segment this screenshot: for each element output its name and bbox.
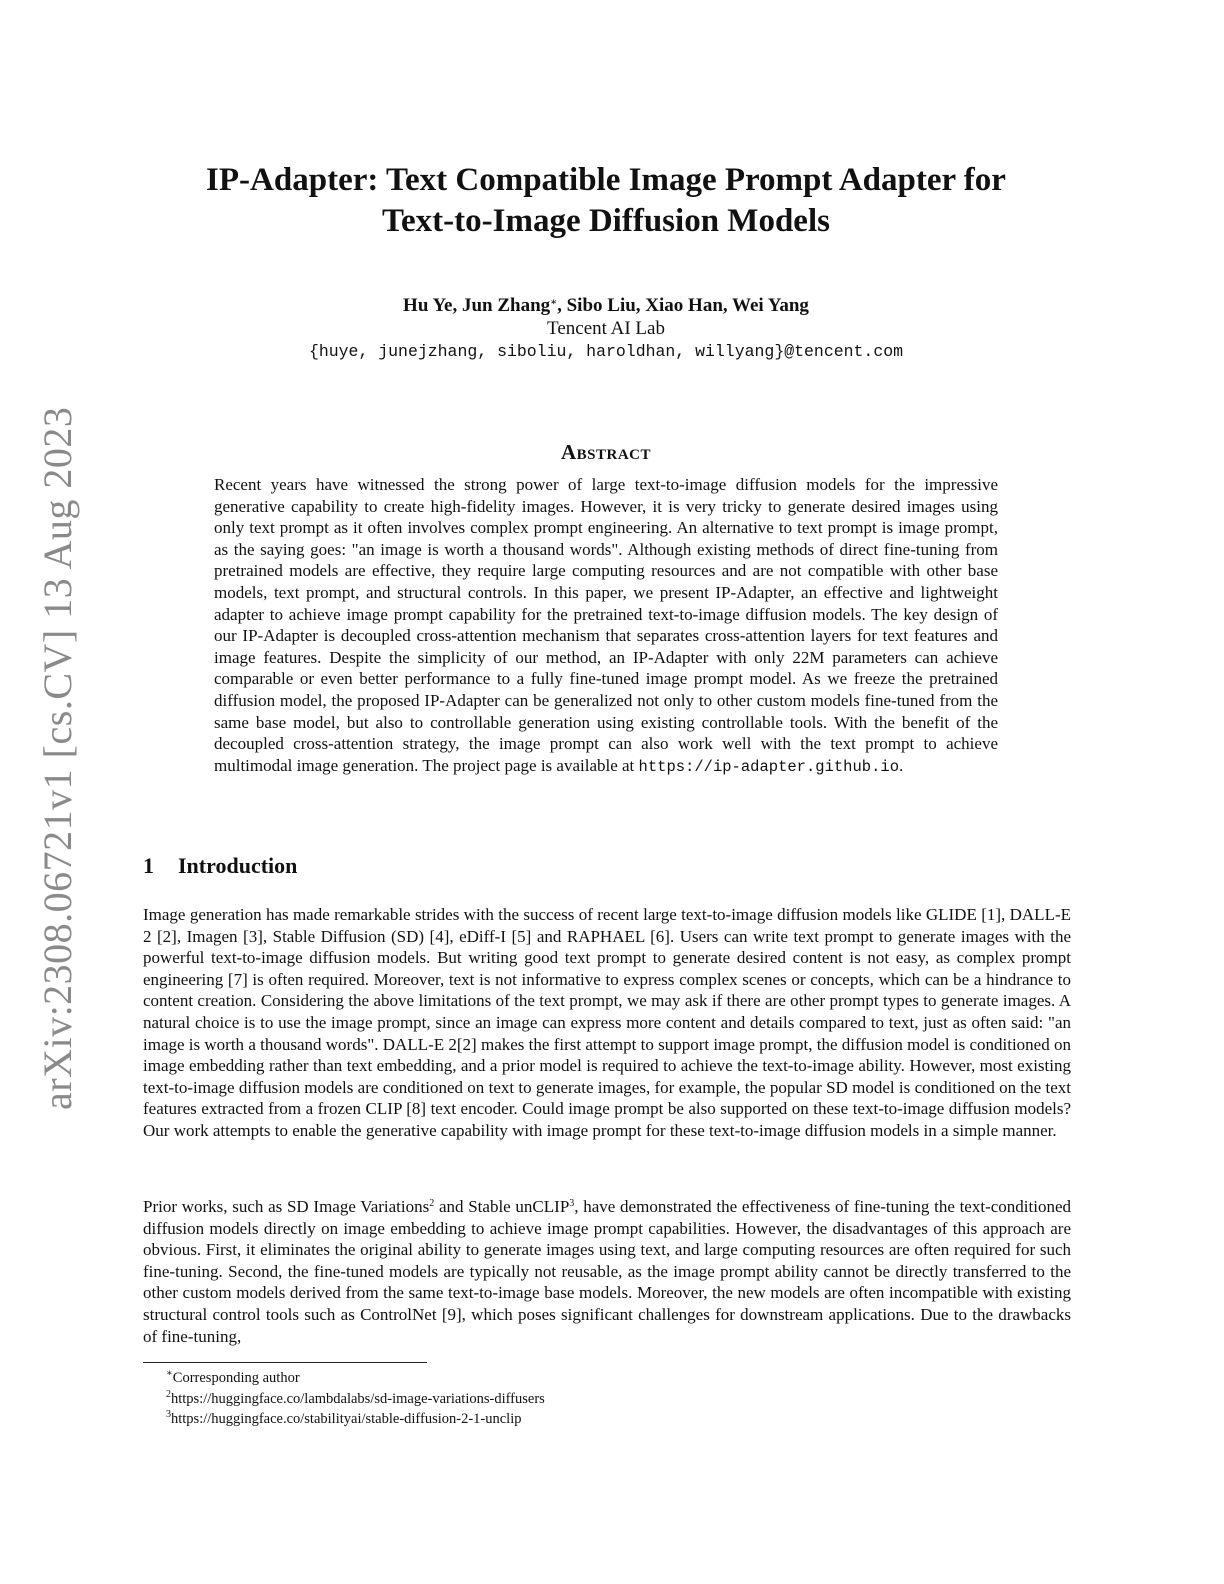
- footnote-link[interactable]: https://huggingface.co/stabilityai/stable-diffusion-2-1-unclip: [171, 1411, 522, 1427]
- paper-title-line-1: IP-Adapter: Text Compatible Image Prompt Adapter for: [206, 162, 1006, 198]
- section-number: 1: [143, 853, 154, 878]
- footnote-corresponding: [166, 1368, 545, 1389]
- project-url-link[interactable]: https://ip-adapter.github.io: [638, 757, 899, 776]
- footnotes: [166, 1368, 545, 1430]
- intro-paragraph-2: [143, 1196, 1071, 1347]
- corresponding-author-mark: ∗: [550, 297, 558, 308]
- author-names-part-2: , Sibo Liu, Xiao Han, Wei Yang: [557, 295, 809, 316]
- footnote-3: [166, 1409, 545, 1430]
- author-names-part-1: Hu Ye, Jun Zhang: [403, 295, 551, 316]
- intro-paragraph-2-part-b: and Stable unCLIP: [434, 1197, 570, 1216]
- footnote-mark: ∗: [166, 1368, 173, 1379]
- footnote-2: [166, 1389, 545, 1410]
- intro-paragraph-1: Image generation has made remarkable strides with the success of recent large text-to-image diffusion models like GLIDE [1], DALL-E 2 [2], Imagen [3], Stable Diffusion (SD) [4], eDiff-I [5] and RAPHAEL [6]. Users can write text prompt to generate images with the powerful text-to-image diffusion models. But writing good text prompt to generate desired content is not easy, as complex prompt engineering [7] is often required. Moreover, text is not informative to express complex scenes or concepts, which can be a hindrance to content creation. Considering the above limitations of the text prompt, we may ask if there are other prompt types to generate images. A natural choice is to use the image prompt, since an image can express more content and details compared to text, just as often said: "an image is worth a thousand words". DALL-E 2[2] makes the first attempt to support image prompt, the diffusion model is conditioned on image embedding rather than text embedding, and a prior model is required to achieve the text-to-image ability. However, most existing text-to-image diffusion models are conditioned on text to generate images, for example, the popular SD model is conditioned on the text features extracted from a frozen CLIP [8] text encoder. Could image prompt be also supported on these text-to-image diffusion models? Our work attempts to enable the generative capability with image prompt for these text-to-image diffusion models in a simple manner.: [143, 905, 1071, 1140]
- arxiv-side-identifier: arXiv:2308.06721v1 [cs.CV] 13 Aug 2023: [35, 406, 80, 1110]
- footnote-divider: [143, 1362, 427, 1363]
- author-emails: {huye, junejzhang, siboliu, haroldhan, willyang}@tencent.com: [308, 342, 904, 361]
- abstract-heading: Abstract: [560, 440, 652, 464]
- abstract-end: .: [899, 755, 904, 775]
- footnote-ref-2[interactable]: 2: [429, 1198, 435, 1209]
- abstract-body: Recent years have witnessed the strong power of large text-to-image diffusion models for the impressive generative capability to create high-fidelity images. However, it is very tricky to generate desired images using only text prompt as it often involves complex prompt engineering. An alternative to text prompt is image prompt, as the saying goes: "an image is worth a thousand words". Although existing methods of direct fine-tuning from pretrained models are effective, they require large computing resources and are not compatible with other base models, text prompt, and structural controls. In this paper, we present IP-Adapter, an effective and lightweight adapter to achieve image prompt capability for the pretrained text-to-image diffusion models. The key design of our IP-Adapter is decoupled cross-attention mechanism that separates cross-attention layers for text features and image features. Despite the simplicity of our method, an IP-Adapter with only 22M parameters can achieve comparable or even better performance to a fully fine-tuned image prompt model. As we freeze the pretrained diffusion model, the proposed IP-Adapter can be generalized not only to other custom models fine-tuned from the same base model, but also to controllable generation using existing controllable tools. With the benefit of the decoupled cross-attention strategy, the image prompt can also work well with the text prompt to achieve multimodal image generation. The project page is available at: [214, 475, 998, 775]
- footnote-link[interactable]: https://huggingface.co/lambdalabs/sd-image-variations-diffusers: [171, 1390, 545, 1407]
- author-block: [140, 294, 1072, 363]
- intro-paragraph-2-part-c: , have demonstrated the effectiveness of fine-tuning the text-conditioned diffusion models directly on image embedding to achieve image prompt capabilities. However, the disadvantages of this approach are obvious. First, it eliminates the original ability to generate images using text, and large computing resources are often required for such fine-tuning. Second, the fine-tuned models are typically not reusable, as the image prompt ability cannot be directly transferred to the other custom models derived from the same text-to-image base models. Moreover, the new models are often incompatible with existing structural control tools such as ControlNet [9], which poses significant challenges for downstream applications. Due to the drawbacks of fine-tuning,: [143, 1197, 1071, 1346]
- affiliation: Tencent AI Lab: [547, 318, 665, 339]
- footnote-ref-3[interactable]: 3: [569, 1198, 575, 1209]
- section-title: Introduction: [178, 853, 298, 878]
- abstract-text: [214, 474, 998, 778]
- author-names: [140, 294, 1072, 317]
- paper-title-line-2: Text-to-Image Diffusion Models: [382, 203, 830, 239]
- paper-title: [140, 160, 1072, 242]
- footnote-mark: 3: [166, 1409, 171, 1420]
- section-heading-introduction: [143, 853, 297, 879]
- footnote-text: Corresponding author: [172, 1370, 300, 1386]
- intro-paragraph-2-part-a: Prior works, such as SD Image Variations: [143, 1197, 430, 1216]
- footnote-mark: 2: [166, 1388, 171, 1400]
